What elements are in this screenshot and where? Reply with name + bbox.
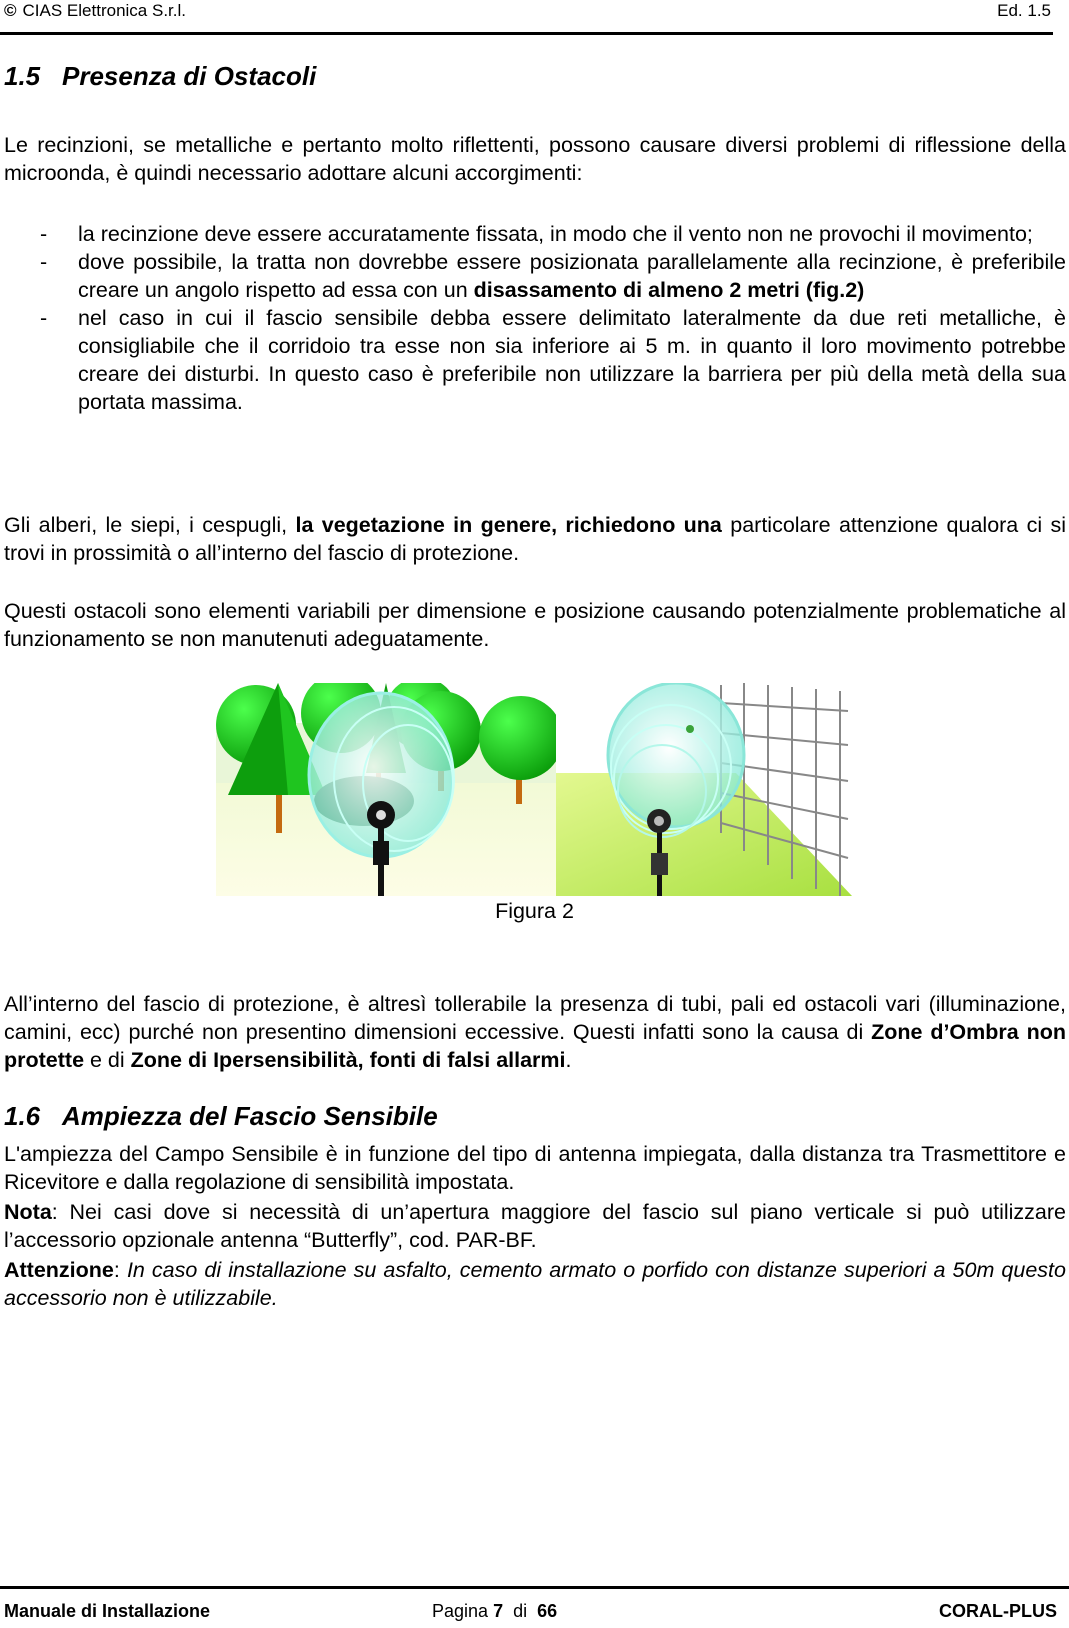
list-item-text: nel caso in cui il fascio sensibile debba essere delimitato lateralmente da due reti metalliche, è consigliabile che il corridoio tra esse non sia inferiore ai 5 m. in quanto il loro movimento potrebbe creare dei disturbi. In questo caso è preferibile non utilizzare la barriera per più della metà della sua portata massima. xyxy=(78,306,1066,414)
intro-paragraph: Le recinzioni, se metalliche e pertanto molto riflettenti, possono causare diversi problemi di riflessione della microonda, è quindi necessario adottare alcuni accorgimenti: xyxy=(4,133,1066,185)
vegetation-text-after: particolare attenzione qualora ci si trovi in prossimità o all’interno del fascio di protezione. xyxy=(4,513,1067,565)
header-divider xyxy=(0,32,1053,35)
list-dash: - xyxy=(40,306,48,330)
section-title: Ampiezza del Fascio Sensibile xyxy=(62,1101,438,1131)
footer-product-name: CORAL-PLUS xyxy=(939,1601,1057,1621)
copyright-symbol: © xyxy=(4,1,17,20)
right-panel-fence xyxy=(556,683,852,896)
interior-text: All’interno del fascio di protezione, è altresì tollerabile la presenza di tubi, pali ed ostacoli vari (illuminazione, camini, ecc) purché non presentino dimensioni eccessive. Questi infatti sono la causa di xyxy=(4,992,1066,1044)
attenzione-text: In caso di installazione su asfalto, cemento armato o porfido con distanze superiori a 50m questo accessorio non è utilizzabile. xyxy=(4,1258,1066,1310)
interior-text-mid: e di xyxy=(84,1048,131,1072)
list-item xyxy=(4,220,1066,248)
interior-emphasis-hyper: Zone di Ipersensibilità, fonti di falsi allarmi xyxy=(130,1048,566,1072)
section-heading-1-6 xyxy=(4,1100,438,1132)
page-of: di xyxy=(503,1601,538,1621)
list-dash: - xyxy=(40,222,48,246)
attenzione-label: Attenzione xyxy=(4,1258,114,1282)
section-heading-1-5 xyxy=(4,60,316,92)
list-item-emphasis: disassamento di almeno 2 metri (fig.2) xyxy=(473,278,865,302)
vegetation-text: Gli alberi, le siepi, i cespugli, xyxy=(4,513,296,537)
header-company xyxy=(4,0,186,22)
amplitude-paragraph: L'ampiezza del Campo Sensibile è in funzione del tipo di antenna impiegata, dalla distanza tra Trasmettitore e Ricevitore e dalla regolazione di sensibilità impostata. xyxy=(4,1142,1066,1194)
list-item xyxy=(4,248,1066,304)
precautions-list xyxy=(4,220,1066,416)
obstacles-paragraph: Questi ostacoli sono elementi variabili per dimensione e posizione causando potenzialmente problematiche al funzionamento se non manutenuti adeguatamente. xyxy=(4,599,1066,651)
nota-paragraph xyxy=(4,1198,1066,1254)
footer-page-number xyxy=(432,1601,557,1622)
left-panel-trees xyxy=(216,683,563,896)
section-number: 1.6 xyxy=(4,1101,41,1131)
interior-emphasis-shadow: Zone d’Ombra non protette xyxy=(4,1020,1066,1072)
current-page: 7 xyxy=(493,1601,504,1621)
figure-2-illustration xyxy=(216,683,852,896)
attenzione-colon: : xyxy=(113,1258,127,1282)
list-dash: - xyxy=(40,250,48,274)
page-header xyxy=(0,0,1069,36)
section-number: 1.5 xyxy=(4,61,41,91)
edition-label: Ed. 1.5 xyxy=(997,1,1051,20)
company-name: CIAS Elettronica S.r.l. xyxy=(22,1,186,20)
interior-text-end: . xyxy=(565,1048,572,1072)
nota-label: Nota xyxy=(4,1200,52,1224)
list-item xyxy=(4,304,1066,416)
footer-divider xyxy=(0,1586,1069,1589)
interior-paragraph xyxy=(4,990,1066,1074)
page-prefix: Pagina xyxy=(432,1601,494,1621)
footer-manual-title: Manuale di Installazione xyxy=(4,1601,211,1621)
vegetation-emphasis: la vegetazione in genere, richiedono una xyxy=(295,513,722,537)
total-pages: 66 xyxy=(537,1601,558,1621)
list-item-text: dove possibile, la tratta non dovrebbe essere posizionata parallelamente alla recinzione, è preferibile creare un angolo rispetto ad essa con un xyxy=(78,250,1066,302)
section-title: Presenza di Ostacoli xyxy=(62,61,317,91)
nota-text: : Nei casi dove si necessità di un’apertura maggiore del fascio sul piano verticale si può utilizzare l’accessorio opzionale antenna “Butterfly”, cod. PAR-BF. xyxy=(4,1200,1066,1252)
vegetation-paragraph xyxy=(4,511,1066,567)
figure-caption: Figura 2 xyxy=(495,899,574,923)
attenzione-paragraph xyxy=(4,1256,1066,1312)
list-item-text: la recinzione deve essere accuratamente fissata, in modo che il vento non ne provochi il movimento; xyxy=(78,222,1033,246)
